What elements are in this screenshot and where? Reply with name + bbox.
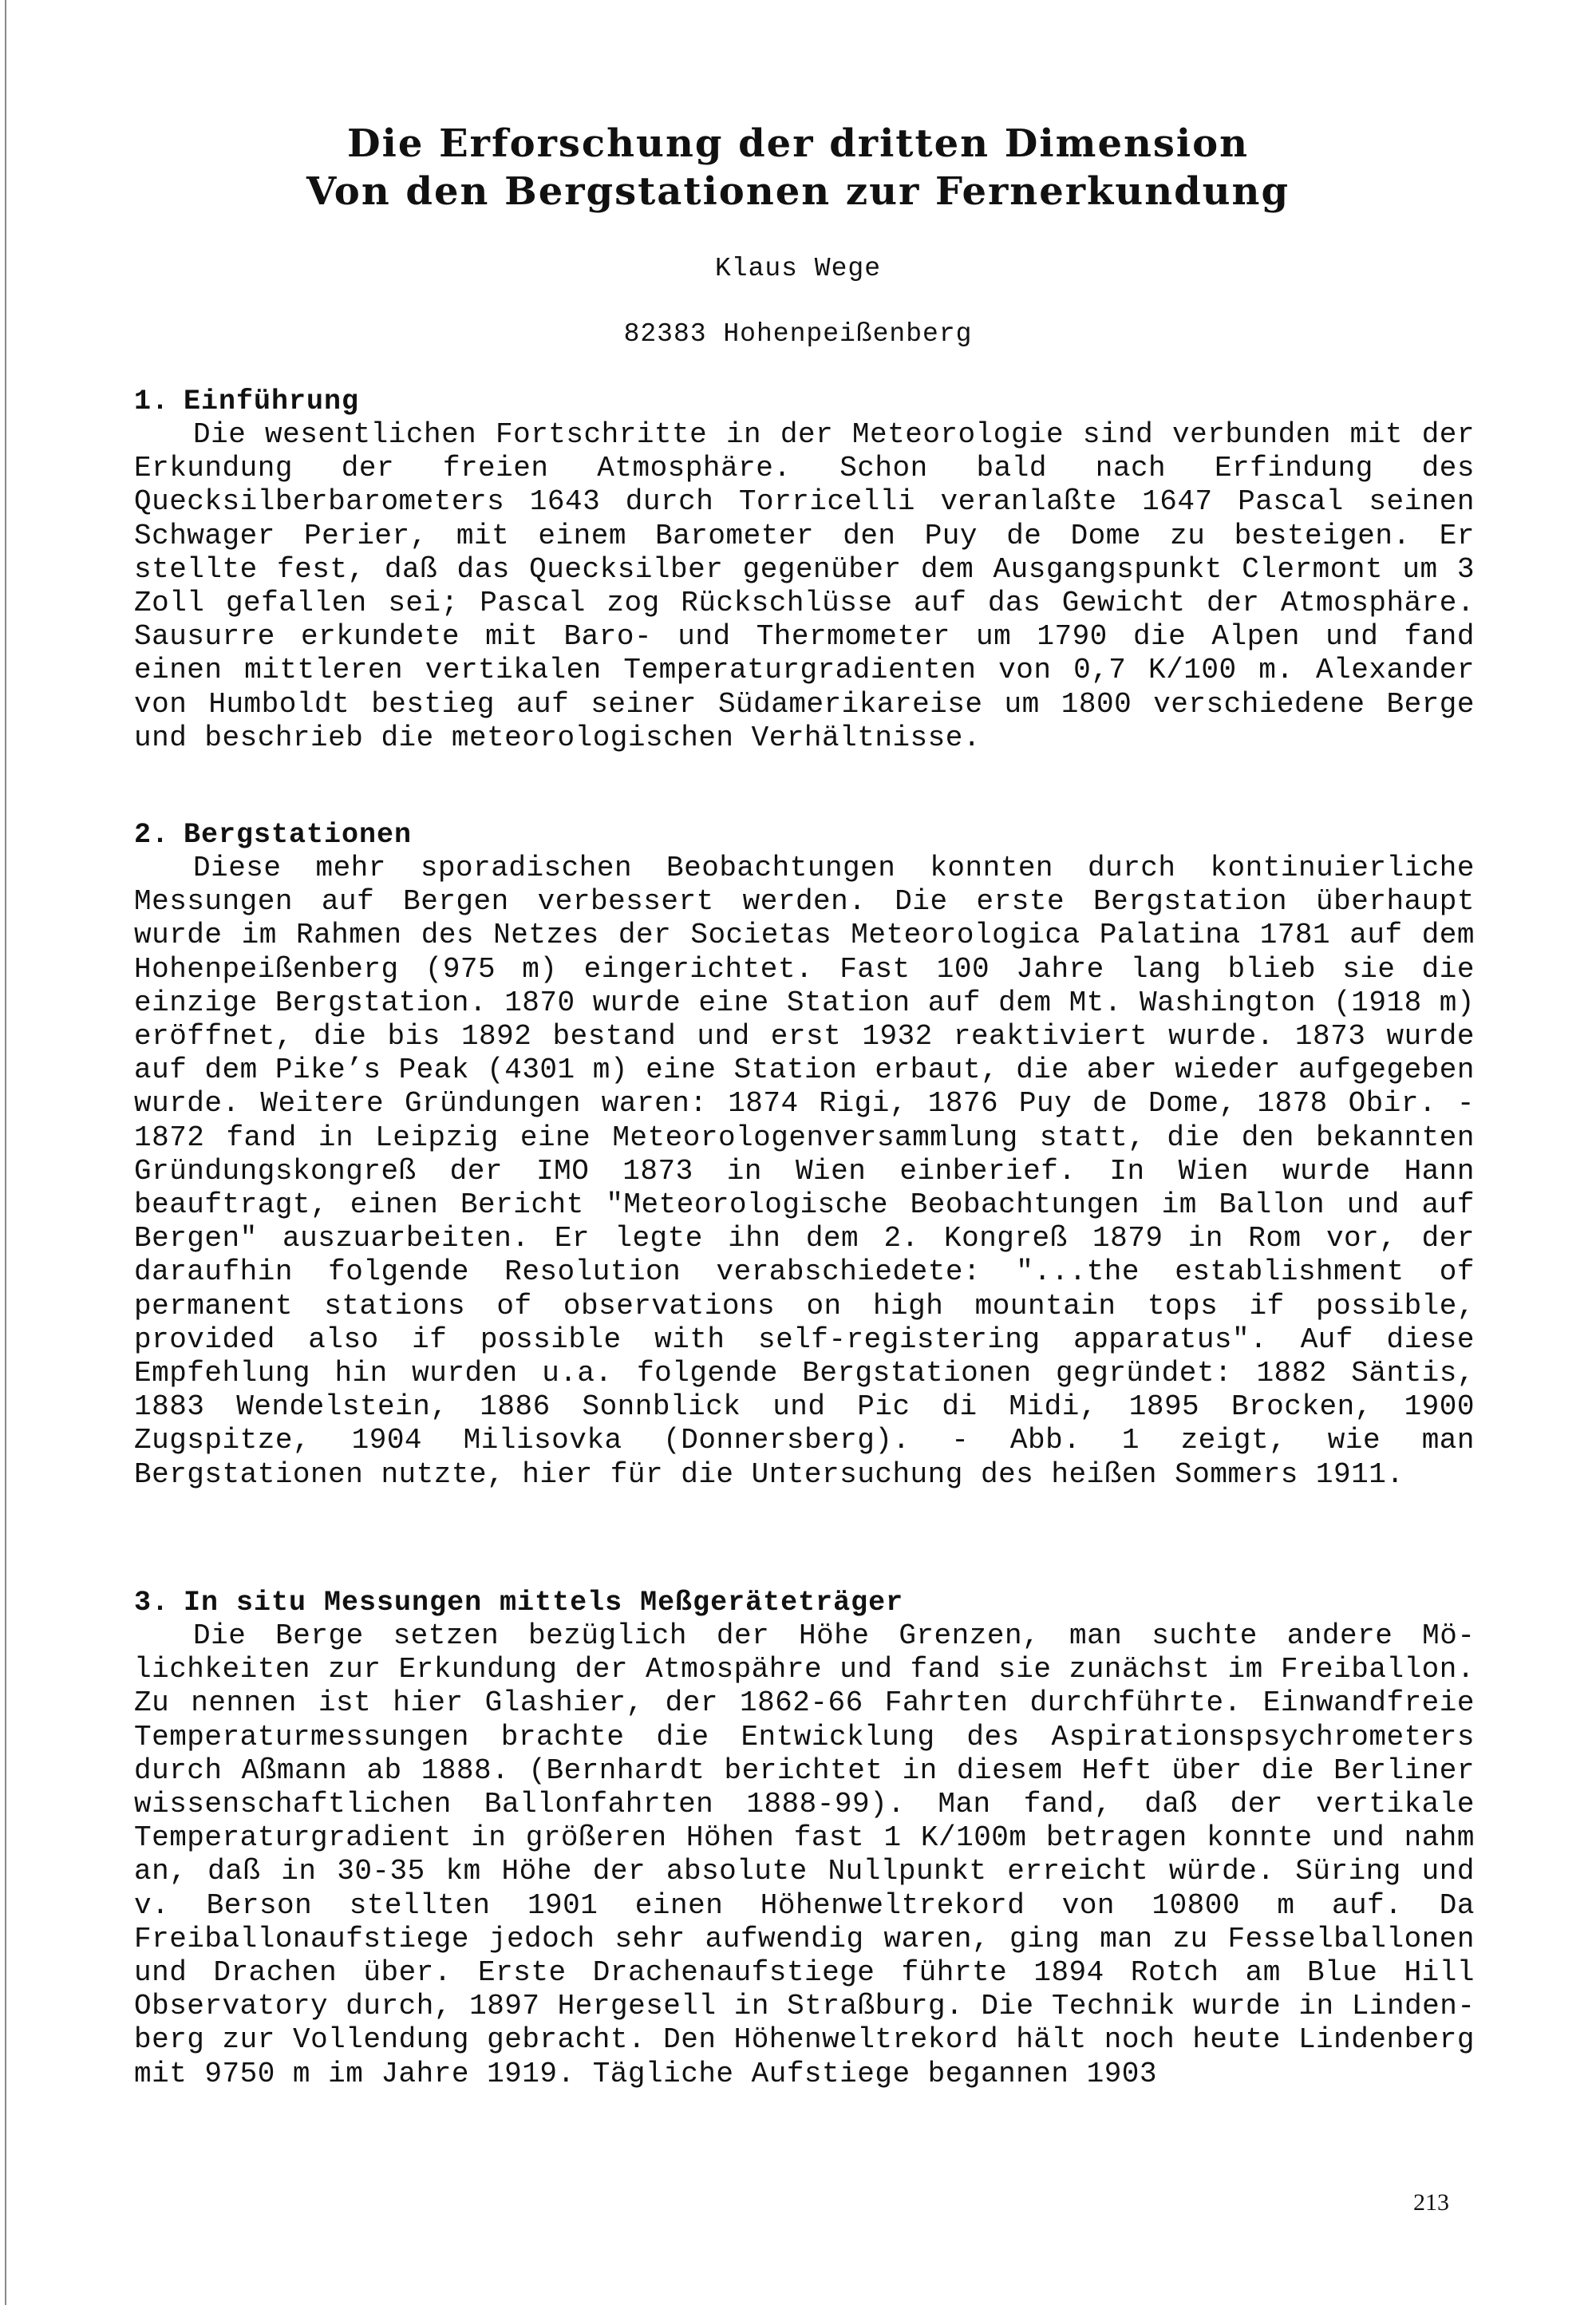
page-number: 213 [1413,2189,1449,2216]
section-number: 2. [134,819,170,851]
section-title: In situ Messungen mittels Meßgeräteträger [184,1587,904,1619]
section-bergstationen [134,818,1475,1492]
section-heading [134,818,1475,852]
author-location: 82383 Hohenpeißenberg [623,319,973,349]
section-paragraph: Die Berge setzen bezüglich der Höhe Grenzen, man suchte andere Mölichkeiten zur Erkundung der Atmospähre und fand sie zunächst im Freiballon. Zu nennen ist hier Glashier, der 1862-66 Fahrten durchführte. Einwandfreie Temperaturmessungen brachte die Entwicklung des Aspirationspsychrometers durch Aßmann ab 1888. (Bernhardt berichtet in diesem Heft über die Berliner wissenschaftlichen Ballonfahrten 1888-99). Man fand, daß der vertikale Temperaturgradient in größeren Höhen fast 1 K/100m betragen konnte und nahm an, daß in 30-35 km Höhe der absolute Nullpunkt erreicht würde. Süring und v. Berson stellten 1901 einen Höhenweltrekord von 10800 m auf. Da Freiballonaufstiege jedoch sehr aufwendig waren, ging man zu Fesselballonen und Drachen über. Erste Drachenaufstiege führte 1894 Rotch am Blue Hill Observatory durch, 1897 Hergesell in Straßburg. Die Technik wurde in Lindenberg zur Vollendung gebracht. Den Höhenweltrekord hält noch heute Lindenberg mit 9750 m im Jahre 1919. Tägliche Aufstiege begannen 1903 [134,1619,1475,2090]
section-einfuehrung [134,385,1475,755]
author: Klaus Wege [714,254,882,283]
section-number: 1. [134,385,170,417]
section-in-situ-messungen [134,1586,1475,2091]
section-number: 3. [134,1587,170,1619]
section-paragraph: Diese mehr sporadischen Beobachtungen konnten durch kontinuierliche Messungen auf Bergen verbessert werden. Die erste Bergstation überhaupt wurde im Rahmen des Netzes der Societas Meteorologica Palatina 1781 auf dem Hohenpeißenberg (975 m) eingerichtet. Fast 100 Jahre lang blieb sie die einzige Bergstation. 1870 wurde eine Station auf dem Mt. Washington (1918 m) eröffnet, die bis 1892 bestand und erst 1932 reaktiviert wurde. 1873 wurde auf dem Pike’s Peak (4301 m) eine Station erbaut, die aber wieder aufgegeben wurde. Weitere Gründungen waren: 1874 Rigi, 1876 Puy de Dome, 1878 Obir. - 1872 fand in Leipzig eine Meteorologenversammlung statt, die den bekannten Gründungskongreß der IMO 1873 in Wien einberief. In Wien wurde Hann beauftragt, einen Bericht "Meteorologische Beobachtungen im Ballon und auf Bergen" auszuarbeiten. Er legte ihn dem 2. Kongreß 1879 in Rom vor, der daraufhin folgende Resolution verabschiedete: "...the establishment of permanent stations of observations on high mountain tops if possible, provided also if possible with self-registering apparatus". Auf diese Empfehlung hin wurden u.a. folgende Bergstationen gegründet: 1882 Säntis, 1883 Wendelstein, 1886 Sonnblick und Pic di Midi, 1895 Brocken, 1900 Zugspitze, 1904 Milisovka (Donnersberg). - Abb. 1 zeigt, wie man Bergstationen nutzte, hier für die Untersuchung des heißen Sommers 1911. [134,852,1475,1491]
section-title: Einführung [184,385,360,417]
section-paragraph: Die wesentlichen Fortschritte in der Meteorologie sind verbunden mit der Erkundung der freien Atmosphäre. Schon bald nach Erfindung des Quecksilberbarometers 1643 durch Torricelli veranlaßte 1647 Pascal seinen Schwager Perier, mit einem Barometer den Puy de Dome zu besteigen. Er stellte fest, daß das Quecksilber gegenüber dem Ausgangspunkt Clermont um 3 Zoll gefallen sei; Pascal zog Rückschlüsse auf das Gewicht der Atmosphäre. Sausurre erkundete mit Baro- und Thermometer um 1790 die Alpen und fand einen mittleren vertikalen Temperaturgradienten von 0,7 K/100 m. Alexander von Humboldt bestieg auf seiner Südamerikareise um 1800 verschiedene Berge und beschrieb die meteorologischen Verhältnisse. [134,418,1475,754]
title-line-1: Die Erforschung der dritten Dimension [346,121,1250,166]
section-heading [134,385,1475,418]
section-heading [134,1586,1475,1619]
section-title: Bergstationen [184,819,413,851]
title-line-2: Von den Bergstationen zur Fernerkundung [306,169,1290,214]
